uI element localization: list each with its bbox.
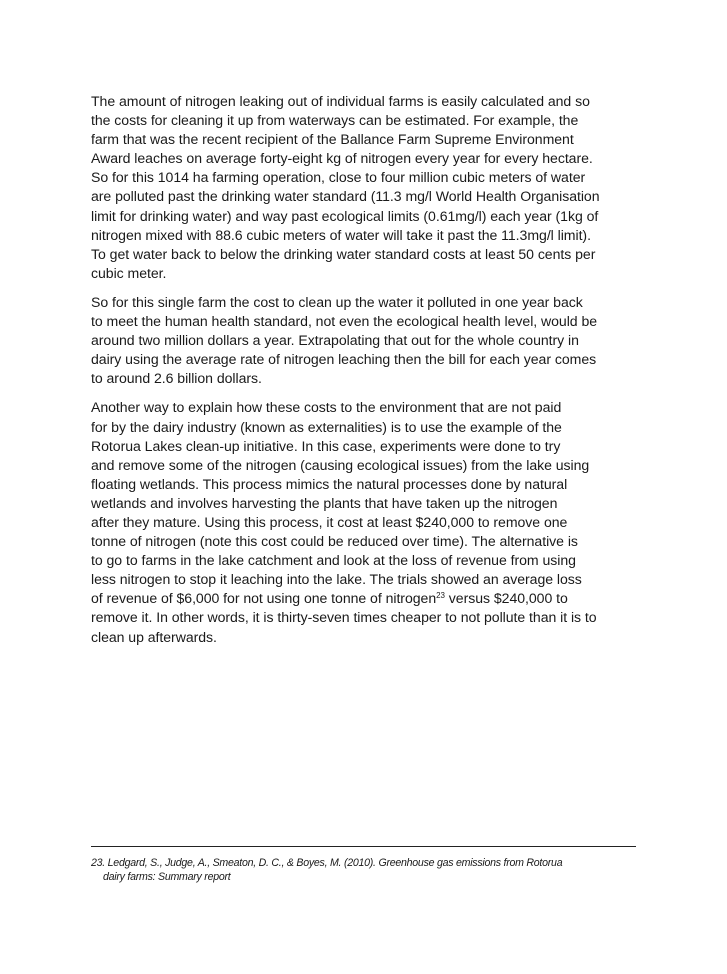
paragraph-nitrogen-costs <box>91 92 639 283</box>
text-line: nitrogen mixed with 88.6 cubic meters of water will take it past the 11.3mg/l limit). <box>91 226 591 243</box>
text-line: Rotorua Lakes clean-up initiative. In this case, experiments were done to try <box>91 437 561 454</box>
text-line: to around 2.6 billion dollars. <box>91 370 262 387</box>
text-line: Another way to explain how these costs to the environment that are not paid <box>91 399 562 416</box>
footnote-line: 23. Ledgard, S., Judge, A., Smeaton, D. C., & Boyes, M. (2010). Greenhouse gas emissions from Rotorua <box>91 857 563 869</box>
text-line: for by the dairy industry (known as externalities) is to use the example of the <box>91 418 562 435</box>
text-line: To get water back to below the drinking water standard costs at least 50 cents per <box>91 245 596 262</box>
text-line: wetlands and involves harvesting the plants that have taken up the nitrogen <box>91 494 558 511</box>
text-line: limit for drinking water) and way past ecological limits (0.61mg/l) each year (1kg of <box>91 207 599 224</box>
footnote-divider <box>91 846 636 847</box>
text-line: So for this single farm the cost to clean up the water it polluted in one year back <box>91 293 583 310</box>
body-text <box>91 92 639 657</box>
text-line: clean up afterwards. <box>91 628 217 645</box>
footnote <box>91 856 636 884</box>
text-line: around two million dollars a year. Extrapolating that out for the whole country in <box>91 332 579 349</box>
text-fragment: versus $240,000 to <box>444 590 568 607</box>
text-fragment: of revenue of $6,000 for not using one tonne of nitrogen <box>91 590 437 607</box>
footnote-reference[interactable]: 23 <box>436 591 445 601</box>
text-line: less nitrogen to stop it leaching into the lake. The trials showed an average loss <box>91 571 582 588</box>
text-line: are polluted past the drinking water standard (11.3 mg/l World Health Organisation <box>91 188 600 205</box>
text-line: remove it. In other words, it is thirty-seven times cheaper to not pollute than it is to <box>91 609 597 626</box>
text-line: The amount of nitrogen leaking out of individual farms is easily calculated and so <box>91 93 590 109</box>
text-line: floating wetlands. This process mimics the natural processes done by natural <box>91 475 568 492</box>
text-line: the costs for cleaning it up from waterways can be estimated. For example, the <box>91 112 579 129</box>
text-line: cubic meter. <box>91 264 167 281</box>
text-line: to go to farms in the lake catchment and look at the loss of revenue from using <box>91 552 576 569</box>
text-line: tonne of nitrogen (note this cost could be reduced over time). The alternative is <box>91 533 578 550</box>
paragraph-rotorua-example <box>91 398 639 646</box>
text-line: and remove some of the nitrogen (causing ecological issues) from the lake using <box>91 456 590 473</box>
text-line: to meet the human health standard, not even the ecological health level, would be <box>91 313 598 330</box>
text-line: So for this 1014 ha farming operation, close to four million cubic meters of water <box>91 169 586 186</box>
text-line: farm that was the recent recipient of the Ballance Farm Supreme Environment <box>91 131 574 148</box>
text-line: after they mature. Using this process, it cost at least $240,000 to remove one <box>91 513 568 530</box>
text-line: dairy using the average rate of nitrogen leaching then the bill for each year comes <box>91 351 597 368</box>
footnote-line: dairy farms: Summary report <box>103 871 231 883</box>
text-line-with-footnote-ref <box>91 589 639 608</box>
text-line: Award leaches on average forty-eight kg of nitrogen every year for every hectare. <box>91 150 593 167</box>
paragraph-single-farm-cost <box>91 293 639 388</box>
